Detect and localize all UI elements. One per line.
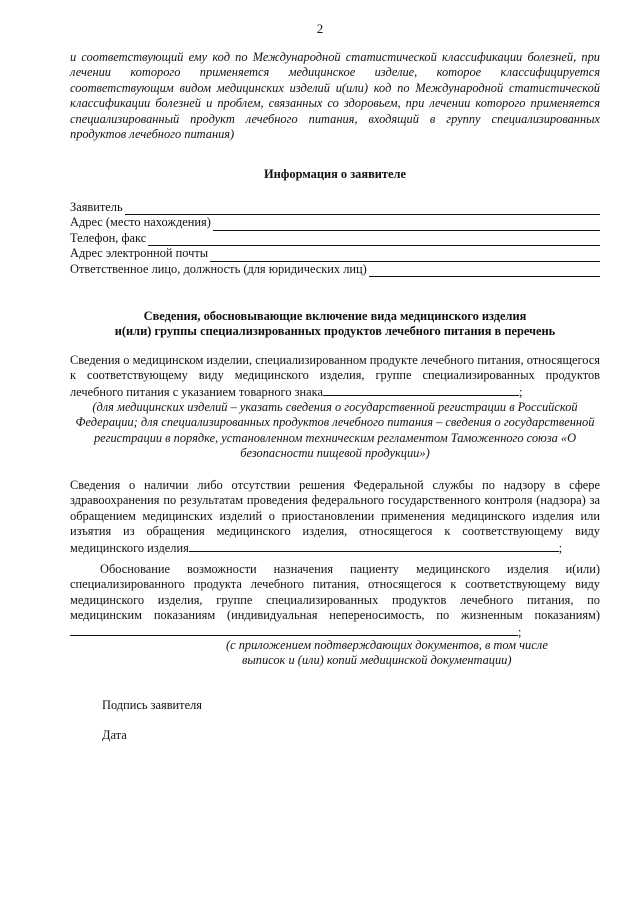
fill-line[interactable] <box>189 540 559 552</box>
applicant-field: Заявитель <box>70 200 600 215</box>
phone-fax-field: Телефон, факс <box>70 231 600 246</box>
intro-paragraph: и соответствующий ему код по Международной статистической классификации болезней, при лечении которого применяется медицинское изделие, которое классифицируется соответствующим видом медицинских изделий и(или) код по Международной статистической классификации болезней и проблем, связанных со здоровьем, при лечении которого применяется специализированный продукт лечебного питания, входящий в группу специализированных продуктов лечебного питания) <box>70 50 600 142</box>
signature-label: Подпись заявителя <box>102 698 202 712</box>
fill-line[interactable] <box>125 203 600 215</box>
applicant-fields <box>70 200 600 277</box>
prescription-justification-paragraph: Обоснование возможности назначения пациенту медицинского изделия и(или) специализированного продукта лечебного питания, относящегося к соответствующему виду медицинского изделия, группе специализированных продуктов лечебного питания, по медицинским показаниям (индивидуальная непереносимость, по жизненным показаниям); <box>70 562 600 639</box>
device-info-note: (для медицинских изделий – указать сведения о государственной регистрации в Российской Федерации; для специализированных продуктов лечебного питания – сведения о государственной регистрации в порядке, установленном техническим регламентом Таможенного союза «О безопасности пищевой продукции») <box>75 400 595 461</box>
fill-line[interactable] <box>70 624 518 636</box>
responsible-person-field: Ответственное лицо, должность (для юридических лиц) <box>70 262 600 277</box>
fill-line[interactable] <box>369 265 600 277</box>
prescription-note: (с приложением подтверждающих документов, в том числе выписок и (или) копий медицинской документации) <box>226 638 548 668</box>
address-field: Адрес (место нахождения) <box>70 215 600 230</box>
fill-line[interactable] <box>323 384 519 396</box>
fill-line[interactable] <box>213 219 600 231</box>
applicant-section-title: Информация о заявителе <box>264 167 406 181</box>
fill-line[interactable] <box>148 234 600 246</box>
device-info-paragraph: Сведения о медицинском изделии, специализированном продукте лечебного питания, относящегося к соответствующему виду медицинского изделия, группе специализированных продуктов лечебного питания с указанием товарного знака ; <box>70 353 600 399</box>
email-field: Адрес электронной почты <box>70 246 600 261</box>
roszdravnadzor-decision-paragraph: Сведения о наличии либо отсутствии решения Федеральной службы по надзору в сфере здравоохранения по результатам проведения федерального государственного контроля (надзора) за обращением медицинских изделий о приостановлении применения медицинского изделия или изъятия из обращения медицинского изделия, относящегося к соответствующему виду медицинского изделия ; <box>70 478 600 555</box>
justification-section-title: Сведения, обосновывающие включение вида медицинского изделия и(или) группы специализированных продуктов лечебного питания в перечень <box>114 309 556 339</box>
date-label: Дата <box>102 728 127 742</box>
fill-line[interactable] <box>210 250 600 262</box>
page-number: 2 <box>316 21 324 36</box>
